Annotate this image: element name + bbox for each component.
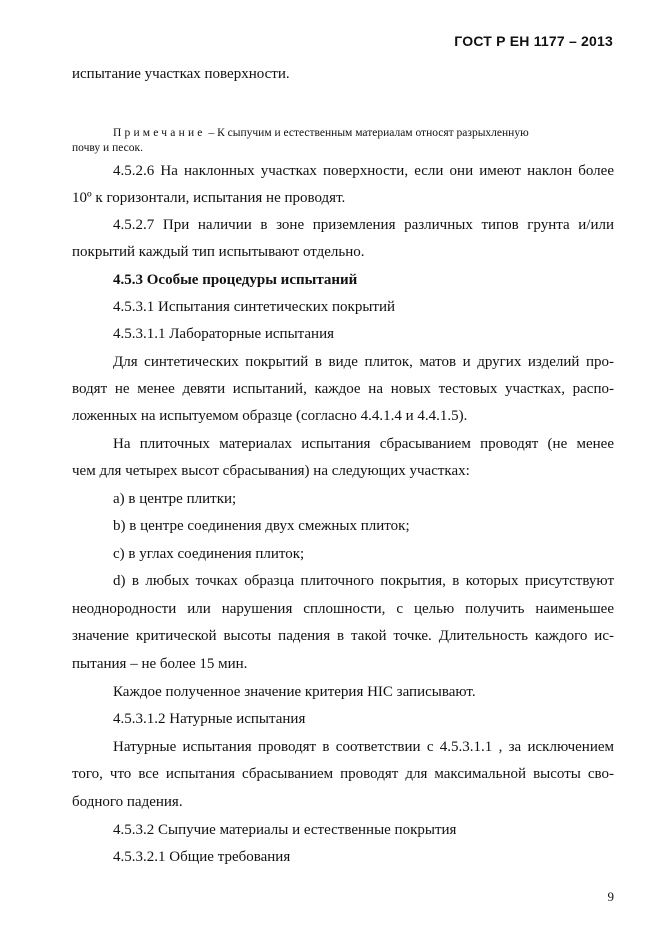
note-text: – К сыпучим и естественным материалам относят разрыхленную [205, 127, 529, 139]
clause-4-5-2-6: 4.5.2.6 На наклонных участках поверхности, если они имеют наклон более [113, 163, 614, 179]
clause-4-5-2-7: 4.5.2.7 При наличии в зоне приземления различных типов грунта и/или [113, 217, 614, 233]
page-number: 9 [607, 889, 614, 904]
list-item: b) в центре соединения двух смежных плиток; [113, 518, 410, 534]
note-label: Примечание [113, 127, 206, 139]
paragraph-line: неоднородности или нарушения сплошности, с целью получить наименьшее [72, 601, 614, 617]
paragraph-line: На плиточных материалах испытания сбрасыванием проводят (не менее [113, 436, 614, 452]
paragraph-line: чем для четырех высот сбрасывания) на следующих участках: [72, 463, 470, 479]
paragraph-line: ложенных на испытуемом образце (согласно 4.4.1.4 и 4.4.1.5). [72, 408, 468, 424]
paragraph-line: пытания – не более 15 мин. [72, 656, 248, 672]
list-item: d) в любых точках образца плиточного покрытия, в которых присутствуют [113, 573, 614, 589]
subsection-heading: 4.5.3.2.1 Общие требования [113, 849, 291, 865]
paragraph-line: Каждое полученное значение критерия HIC записывают. [113, 684, 476, 700]
document-header: ГОСТ Р ЕН 1177 – 2013 [454, 33, 613, 49]
list-item: а) в центре плитки; [113, 491, 237, 507]
subsection-heading: 4.5.3.1 Испытания синтетических покрытий [113, 299, 396, 315]
paragraph-line: того, что все испытания сбрасыванием проводят для максимальной высоты сво- [72, 766, 614, 782]
paragraph-line: испытание участках поверхности. [72, 66, 290, 82]
subsection-heading: 4.5.3.1.2 Натурные испытания [113, 711, 306, 727]
subsection-heading: 4.5.3.2 Сыпучие материалы и естественные покрытия [113, 822, 457, 838]
paragraph-line: бодного падения. [72, 794, 183, 810]
list-item: с) в углах соединения плиток; [113, 546, 305, 562]
paragraph-line: водят не менее девяти испытаний, каждое на новых тестовых участках, распо- [72, 381, 614, 397]
paragraph-line: Натурные испытания проводят в соответствии с 4.5.3.1.1 , за исключением [113, 739, 614, 755]
paragraph-line: значение критической высоты падения в такой точке. Длительность каждого ис- [72, 628, 614, 644]
section-heading: 4.5.3 Особые процедуры испытаний [113, 272, 358, 288]
note-line [113, 126, 529, 140]
paragraph-line: покрытий каждый тип испытывают отдельно. [72, 244, 365, 260]
note-line: почву и песок. [72, 142, 143, 154]
paragraph-line: 10º к горизонтали, испытания не проводят. [72, 190, 346, 206]
paragraph-line: Для синтетических покрытий в виде плиток, матов и других изделий про- [113, 354, 614, 370]
subsection-heading: 4.5.3.1.1 Лабораторные испытания [113, 326, 334, 342]
